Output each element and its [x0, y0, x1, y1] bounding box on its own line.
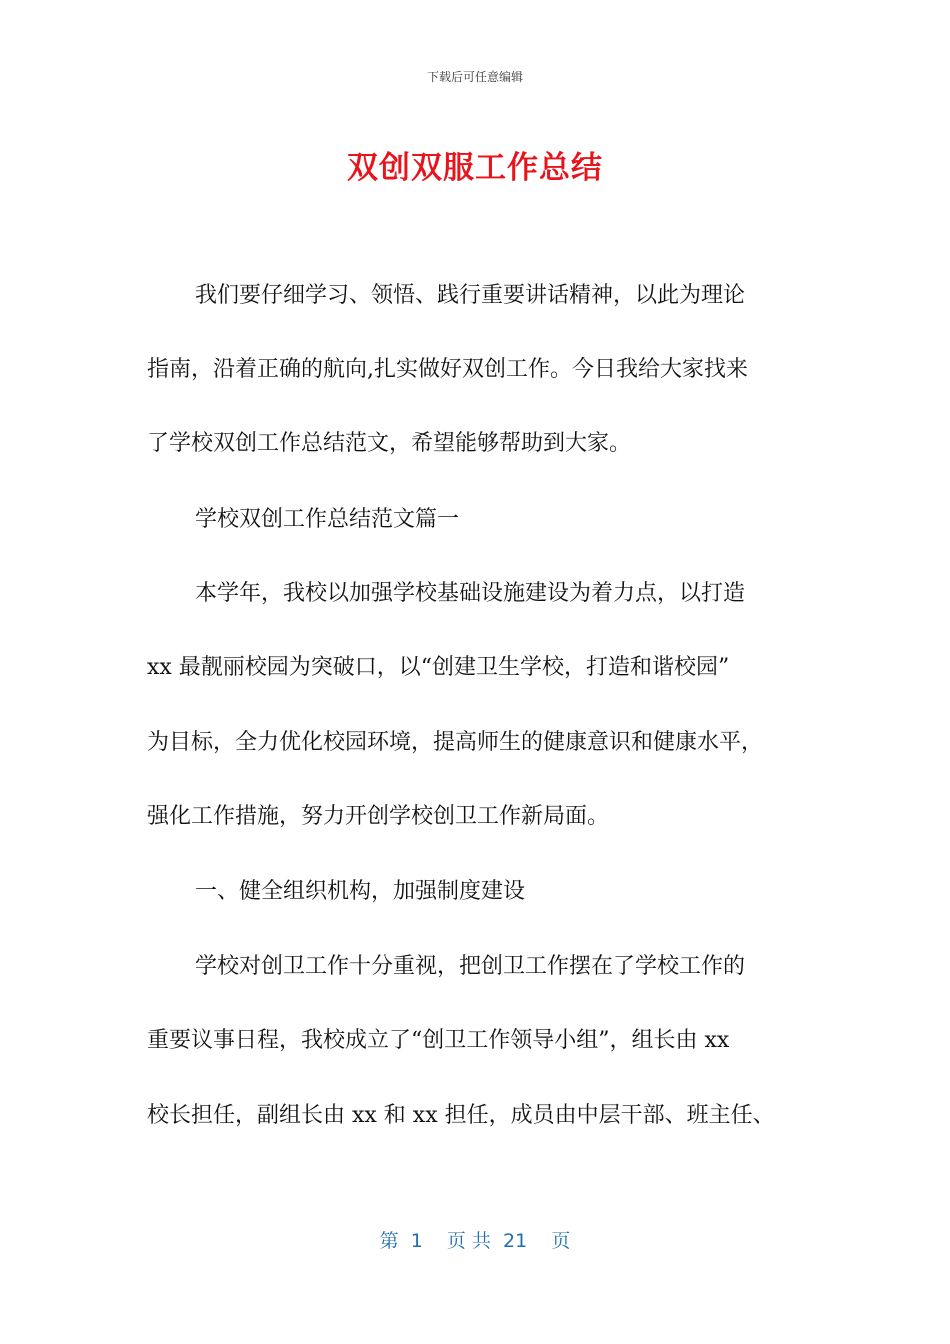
text-line: 重要议事日程，我校成立了“创卫工作领导小组”，组长由 xx [147, 1028, 730, 1053]
document-title: 双创双服工作总结 [347, 150, 603, 186]
section-heading: 学校双创工作总结范文篇一 [195, 507, 460, 532]
text-line: 为目标，全力优化校园环境，提高师生的健康意识和健康水平， [147, 730, 764, 755]
page-number-footer: 第 1 页 共 21 页 [379, 1230, 571, 1252]
text-line: 学校对创卫工作十分重视，把创卫工作摆在了学校工作的 [195, 954, 746, 979]
section-heading: 一、健全组织机构，加强制度建设 [195, 879, 526, 904]
text-line: 了学校双创工作总结范文，希望能够帮助到大家。 [147, 431, 632, 456]
text-line: 我们要仔细学习、领悟、践行重要讲话精神，以此为理论 [195, 283, 746, 308]
text-line: 指南，沿着正确的航向,扎实做好双创工作。今日我给大家找来 [147, 357, 748, 382]
text-line: xx 最靓丽校园为突破口，以“创建卫生学校，打造和谐校园” [147, 655, 730, 680]
text-line: 校长担任，副组长由 xx 和 xx 担任，成员由中层干部、班主任、 [147, 1103, 775, 1128]
text-line: 强化工作措施，努力开创学校创卫工作新局面。 [147, 804, 610, 829]
text-line: 本学年，我校以加强学校基础设施建设为着力点，以打造 [195, 581, 746, 606]
header-note: 下载后可任意编辑 [426, 70, 523, 84]
